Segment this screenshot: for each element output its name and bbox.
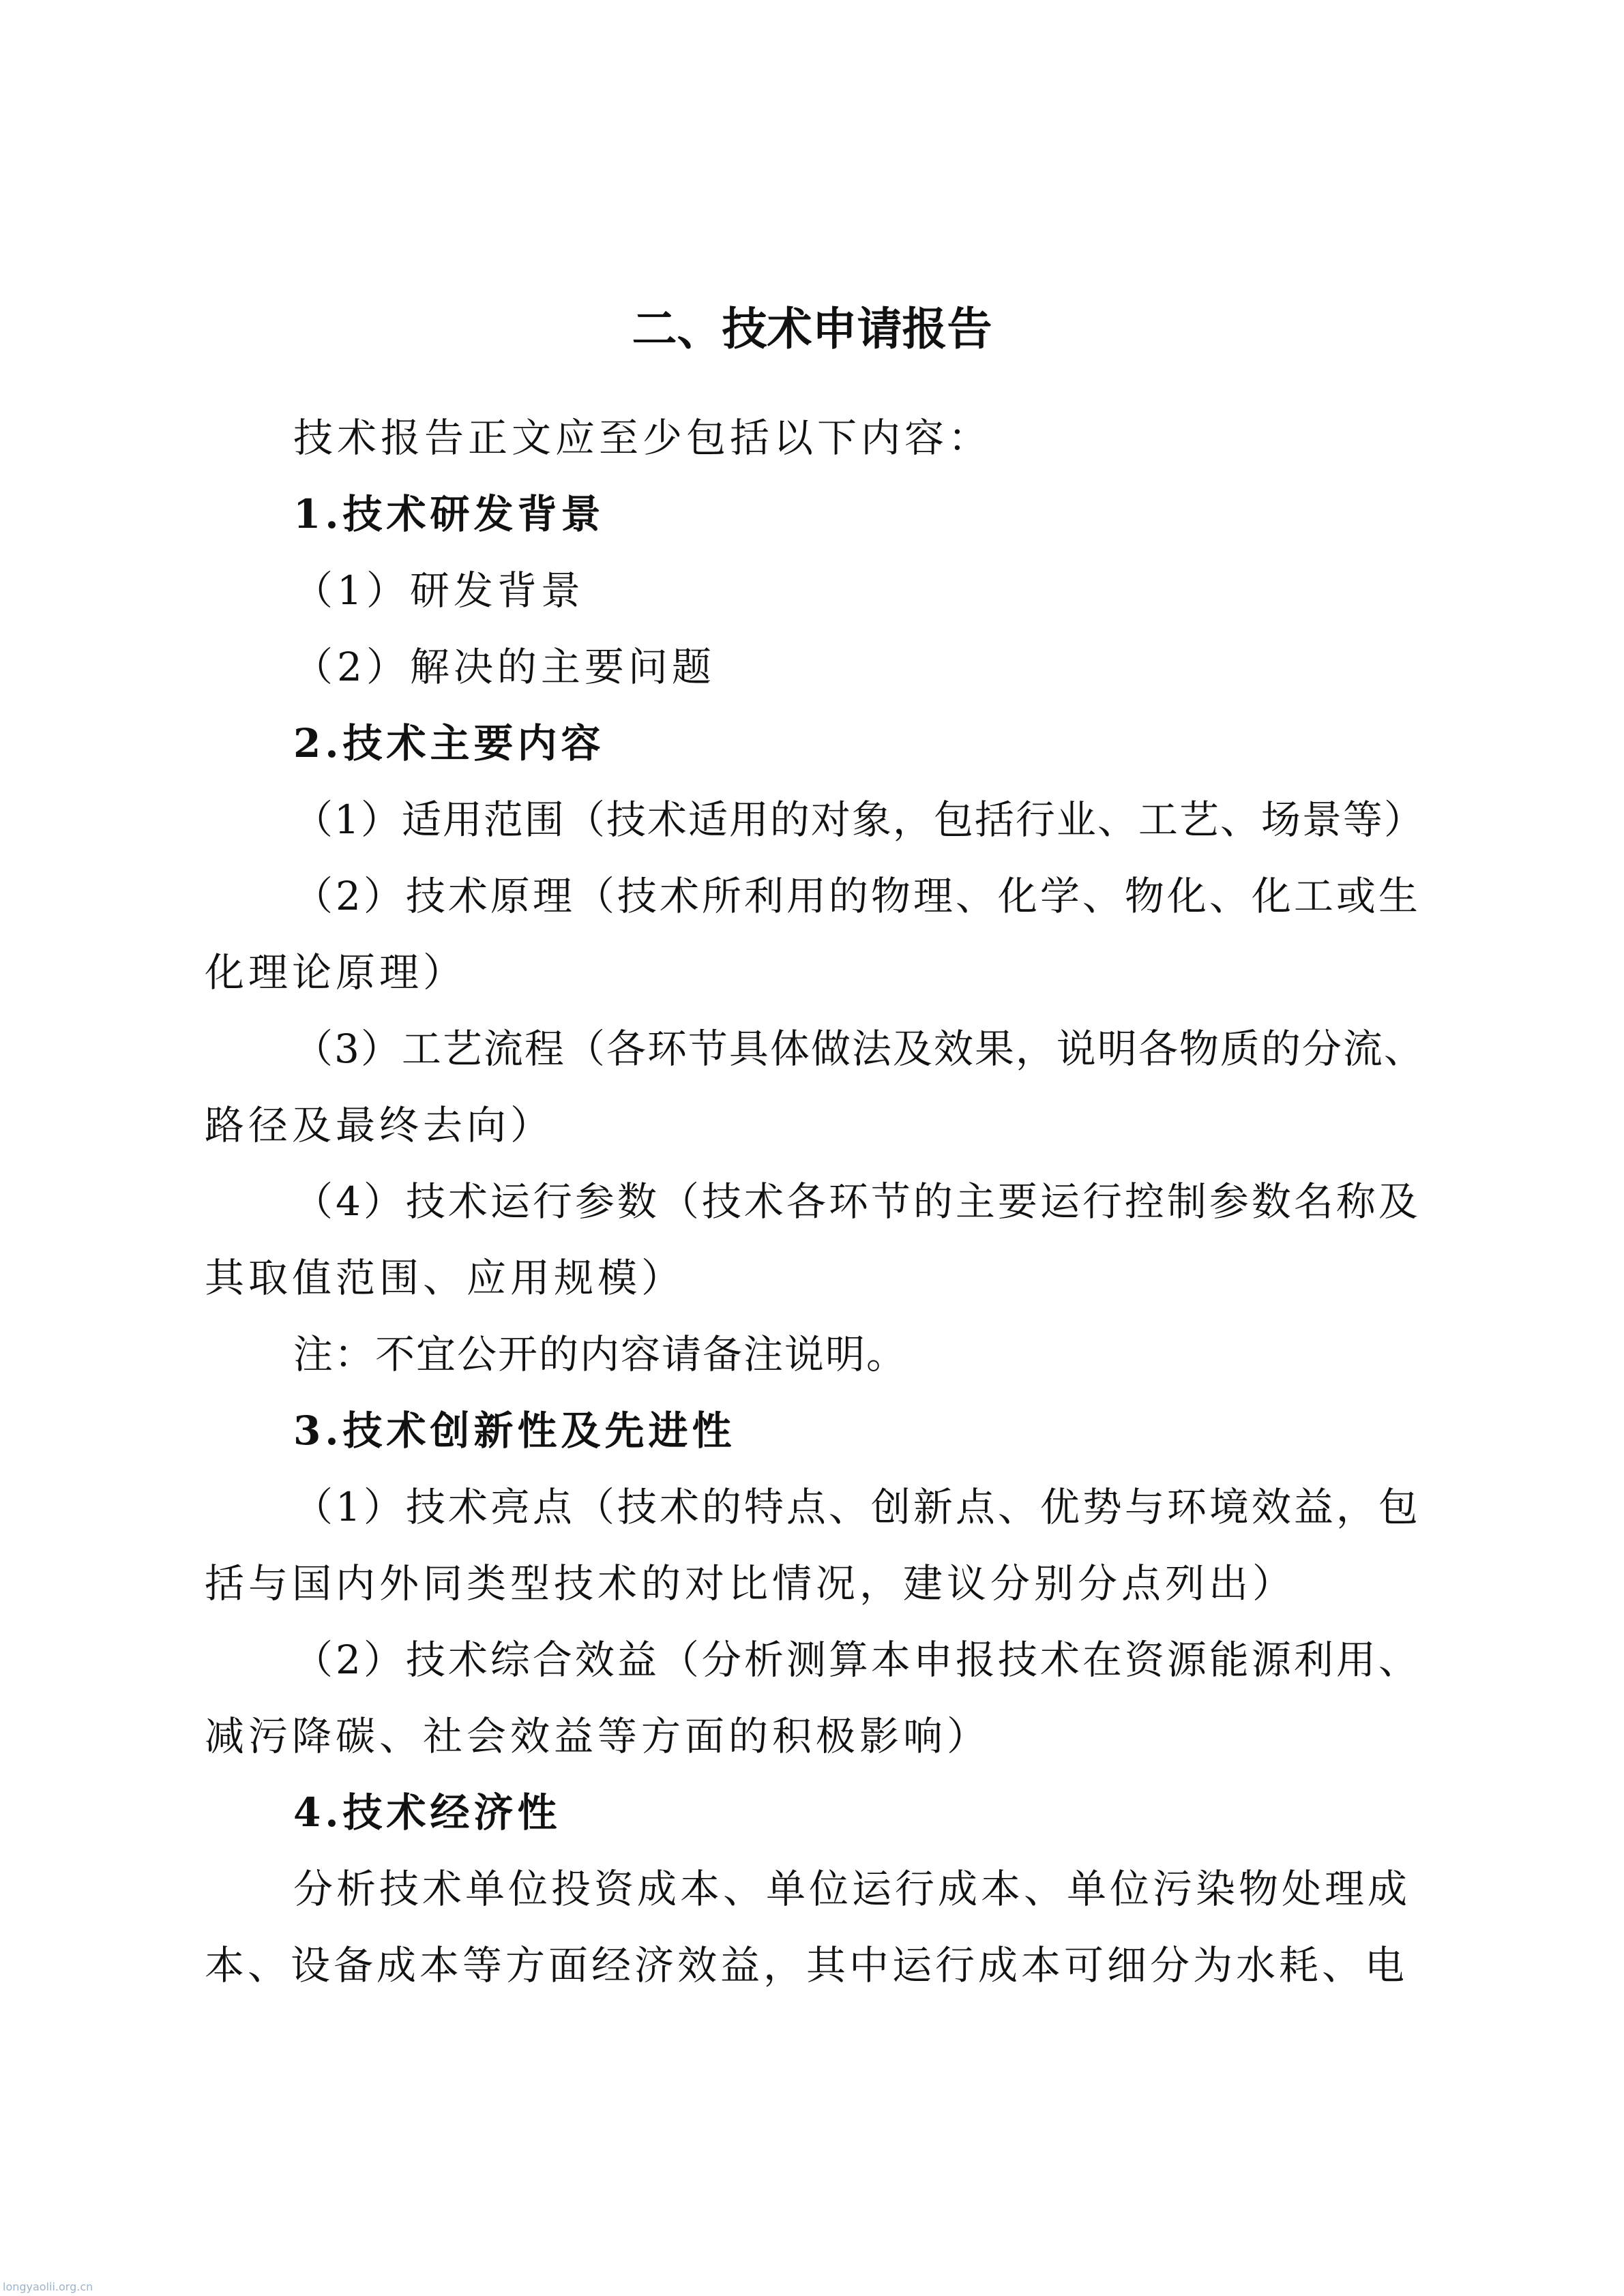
section-heading-3: 3.技术创新性及先进性 xyxy=(293,1407,736,1454)
paragraph-text: 分析技术单位投资成本、单位运行成本、单位污染物处理成 xyxy=(293,1866,1411,1912)
list-item: （1）技术亮点（技术的特点、创新点、优势与环境效益，包 xyxy=(293,1484,1421,1530)
paragraph-text-continuation: 本、设备成本等方面经济效益，其中运行成本可细分为水耗、电 xyxy=(205,1942,1408,1988)
note-text: 注：不宜公开的内容请备注说明。 xyxy=(293,1331,908,1377)
intro-text: 技术报告正文应至少包括以下内容： xyxy=(293,415,992,461)
list-item-continuation: 其取值范围、应用规模） xyxy=(205,1255,685,1301)
list-item-continuation: 减污降碳、社会效益等方面的积极影响） xyxy=(205,1713,991,1759)
section-heading-1: 1.技术研发背景 xyxy=(293,491,605,537)
list-item: （2）技术综合效益（分析测算本申报技术在资源能源利用、 xyxy=(293,1637,1421,1683)
list-item: （1）研发背景 xyxy=(293,567,585,614)
section-heading-4: 4.技术经济性 xyxy=(293,1789,561,1836)
list-item: （4）技术运行参数（技术各环节的主要运行控制参数名称及 xyxy=(293,1178,1421,1225)
list-item: （3）工艺流程（各环节具体做法及效果，说明各物质的分流、 xyxy=(293,1026,1425,1072)
list-item: （2）解决的主要问题 xyxy=(293,644,715,690)
watermark-text: longyaolii.org.cn xyxy=(3,2280,93,2293)
list-item: （1）适用范围（技术适用的对象，包括行业、工艺、场景等） xyxy=(293,796,1425,843)
list-item-continuation: 化理论原理） xyxy=(205,949,467,996)
page-title: 二、技术申请报告 xyxy=(632,303,992,355)
section-heading-2: 2.技术主要内容 xyxy=(293,720,605,766)
list-item: （2）技术原理（技术所利用的物理、化学、物化、化工或生 xyxy=(293,873,1421,919)
list-item-continuation: 路径及最终去向） xyxy=(205,1102,555,1148)
list-item-continuation: 括与国内外同类型技术的对比情况，建议分别分点列出） xyxy=(205,1560,1297,1607)
